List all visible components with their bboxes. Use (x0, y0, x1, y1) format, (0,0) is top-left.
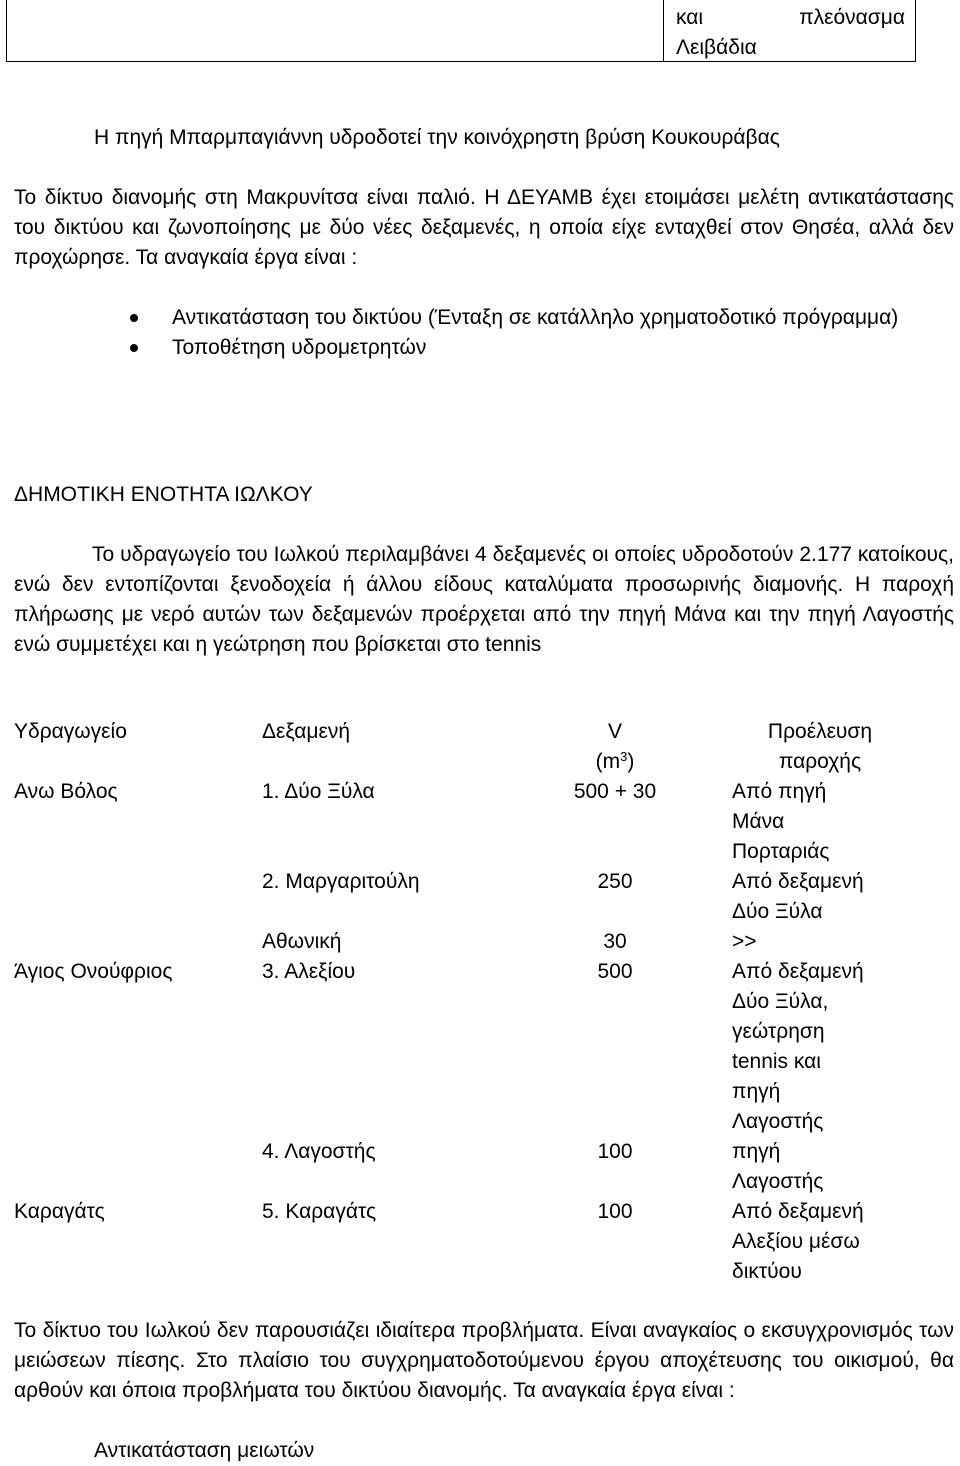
cell-origin (732, 957, 912, 1137)
table-row (0, 1137, 960, 1197)
cell-line-2: Λειβάδια (676, 36, 757, 59)
paragraph-source: Η πηγή Μπαρμπαγιάννη υδροδοτεί την κοινόχρηστη βρύση Κουκουράβας (94, 126, 780, 149)
cell-origin-line: Από δεξαμενή (732, 1200, 864, 1223)
cell-origin-line: Δύο Ξύλα (732, 900, 823, 923)
top-table-cell (663, 0, 917, 62)
cell-origin-line: Από δεξαμενή (732, 960, 864, 983)
cell-volume: 500 + 30 (573, 780, 657, 803)
cell-tank: 5. Καραγάτς (262, 1200, 377, 1223)
list-item (0, 303, 956, 333)
table-row (0, 777, 960, 867)
paragraph-network: Το δίκτυο διανομής στη Μακρυνίτσα είναι παλιό. Η ΔΕΥΑΜΒ έχει ετοιμάσει μελέτη αντικατάστασης του δικτύου και ζωνοποίησης με δύο νέες δεξαμενές, η οποία είχε ενταχθεί στον Θησέα, αλλά δεν προχώρησε. Τα αναγκαία έργα είναι : (14, 186, 954, 269)
table-row (0, 927, 960, 957)
cell-origin (732, 927, 912, 957)
list-item (0, 333, 956, 363)
cell-tank: 2. Μαργαριτούλη (262, 870, 420, 893)
table-row (0, 957, 960, 1137)
cell-volume: 500 (597, 960, 633, 983)
cell-origin-line: Λαγοστής (732, 1170, 824, 1193)
cell-origin (732, 1197, 912, 1287)
aqueduct-table (0, 717, 960, 1287)
cell-aqueduct: Καραγάτς (14, 1200, 105, 1223)
cell-origin-line: Αλεξίου μέσω (732, 1230, 860, 1253)
cell-tank: 1. Δύο Ξύλα (262, 780, 375, 803)
paragraph-iolkos-text: Το υδραγωγείο του Ιωλκού περιλαμβάνει 4 δεξαμενές οι οποίες υδροδοτούν 2.177 κατοίκους, ενώ δεν εντοπίζονται ξενοδοχεία ή άλλου είδους καταλύματα προσωρινής διαμονής. Η παροχή πλήρωσης με νερό αυτών των δεξαμενών προέρχεται από την πηγή Μάνα και την πηγή Λαγοστής ενώ συμμετέχει και η γεώτρηση που βρίσκεται στο tennis (14, 543, 954, 656)
cell-origin-line: Από δεξαμενή (732, 870, 864, 893)
table-header-row (0, 717, 960, 777)
cell-origin (732, 777, 912, 867)
table-body (0, 777, 960, 1287)
cell-tank: Αθωνική (262, 930, 342, 953)
cell-origin-line: γεώτρηση (732, 1020, 825, 1043)
cell-origin-line: Από πηγή (732, 780, 827, 803)
bullet-icon (130, 344, 138, 352)
cell-volume: 30 (603, 930, 627, 953)
cell-origin-line: Πορταριάς (732, 840, 830, 863)
works-list (0, 303, 960, 363)
cell-word-2: πλεόνασμα (799, 6, 905, 29)
cell-volume: 250 (597, 870, 633, 893)
cell-aqueduct: Ανω Βόλος (14, 780, 118, 803)
cell-tank: 4. Λαγοστής (262, 1140, 376, 1163)
top-table-fragment (6, 0, 916, 62)
final-item: Αντικατάσταση μειωτών (94, 1439, 315, 1462)
cell-origin (732, 867, 912, 927)
header-origin: Προέλευση παροχής (767, 720, 873, 773)
cell-volume: 100 (597, 1140, 633, 1163)
bullet-icon (130, 314, 138, 322)
section-heading: ΔΗΜΟΤΙΚΗ ΕΝΟΤΗΤΑ ΙΩΛΚΟΥ (14, 483, 313, 506)
cell-origin-line: πηγή (732, 1140, 781, 1163)
cell-origin-line: πηγή (732, 1080, 781, 1103)
paragraph-iolkos (14, 540, 954, 660)
paragraph-final: Το δίκτυο του Ιωλκού δεν παρουσιάζει ιδιαίτερα προβλήματα. Είναι αναγκαίος ο εκσυγχρονισμός των μειώσεων πίεσης. Στο πλαίσιο του συγχρηματοδοτούμενου έργου αποχέτευσης του οικισμού, θα αρθούν και όποια προβλήματα του δικτύου διανομής. Τα αναγκαία έργα είναι : (14, 1319, 954, 1402)
header-aqueduct: Υδραγωγείο (14, 720, 127, 743)
cell-volume: 100 (597, 1200, 633, 1223)
cell-origin-line: Λαγοστής (732, 1110, 824, 1133)
cell-origin-line: >> (732, 930, 757, 953)
cell-origin-line: δικτύου (732, 1260, 802, 1283)
table-row (0, 867, 960, 927)
cell-word-1: και (676, 6, 704, 29)
header-tank: Δεξαμενή (262, 720, 351, 743)
cell-origin (732, 1137, 912, 1197)
list-item-text: Τοποθέτηση υδρομετρητών (172, 336, 427, 359)
cell-origin-line: tennis και (732, 1050, 821, 1073)
cell-tank: 3. Αλεξίου (262, 960, 356, 983)
list-item-text: Αντικατάσταση του δικτύου (Ένταξη σε κατάλληλο χρηματοδοτικό πρόγραμμα) (172, 306, 899, 329)
cell-origin-line: Μάνα (732, 810, 785, 833)
header-volume: V $(m^3)$ (595, 720, 635, 773)
cell-origin-line: Δύο Ξύλα, (732, 990, 829, 1013)
table-row (0, 1197, 960, 1287)
cell-aqueduct: Άγιος Ονούφριος (14, 960, 173, 983)
